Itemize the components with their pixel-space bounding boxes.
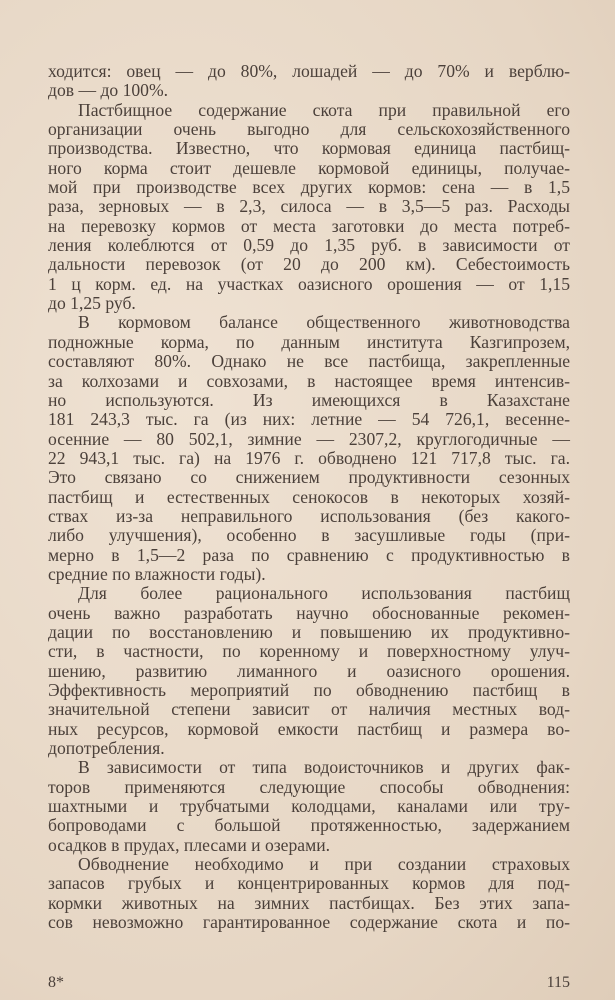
text-line: значительной степени зависит от наличия местных вод- <box>48 699 570 720</box>
text-line: средние по влажности годы). <box>48 563 266 584</box>
page-body-text <box>48 62 570 932</box>
paragraph <box>48 758 570 855</box>
text-line: либо улучшения), особенно в засушливые годы (при- <box>48 525 570 546</box>
text-line: раза, зерновых — в 2,3, силоса — в 3,5—5 раз. Расходы <box>48 196 570 217</box>
text-line: но используются. Из имеющихся в Казахстане <box>48 389 570 410</box>
page-footer <box>48 974 570 992</box>
text-line: шахтными и трубчатыми колодцами, каналами или тру- <box>48 796 570 817</box>
paragraph <box>48 101 570 314</box>
text-line: дов — до 100%. <box>48 80 169 101</box>
signature-mark: 8* <box>48 974 64 991</box>
paragraph <box>48 62 570 101</box>
text-line: бопроводами с большой протяженностью, задержанием <box>48 815 570 836</box>
text-line: 22 943,1 тыс. га) на 1976 г. обводнено 121 717,8 тыс. га. <box>48 447 570 468</box>
text-line: сти, в частности, по коренному и поверхностному улуч- <box>48 641 570 662</box>
text-line: подножные корма, по данным института Казгипрозем, <box>48 331 570 352</box>
text-line: дальности перевозок (от 20 до 200 км). Себестоимость <box>48 254 570 275</box>
text-line: Пастбищное содержание скота при правильной его <box>78 99 570 120</box>
text-line: мерно в 1,5—2 раза по сравнению с продуктивностью в <box>48 544 570 565</box>
text-line: Это связано со снижением продуктивности сезонных <box>48 467 570 488</box>
text-line: 181 243,3 тыс. га (из них: летние — 54 726,1, весенне- <box>48 409 570 430</box>
paragraph <box>48 313 570 584</box>
text-line: пастбищ и естественных сенокосов в некоторых хозяй- <box>48 486 570 507</box>
text-line: на перевозку кормов от места заготовки до места потреб- <box>48 215 570 236</box>
text-line: допотребления. <box>48 738 165 759</box>
text-line: ления колеблются от 0,59 до 1,35 руб. в зависимости от <box>48 235 570 256</box>
text-line: ного корма стоит дешевле кормовой единицы, получае- <box>48 157 570 178</box>
text-line: ходится: овец — до 80%, лошадей — до 70% и верблю- <box>48 61 570 81</box>
text-line: производства. Известно, что кормовая единица пастбищ- <box>48 138 570 159</box>
text-line: ствах из-за неправильного использования (без какого- <box>48 505 570 526</box>
text-line: организации очень выгодно для сельскохозяйственного <box>48 119 570 140</box>
text-line: запасов грубых и концентрированных кормов для под- <box>48 873 570 894</box>
text-line: В кормовом балансе общественного животноводства <box>78 312 570 333</box>
text-line: кормки животных на зимних пастбищах. Без этих запа- <box>48 892 570 913</box>
page-number: 115 <box>546 974 570 991</box>
text-line: 1 ц корм. ед. на участках оазисного орошения — от 1,15 <box>48 273 570 294</box>
text-line: шению, развитию лиманного и оазисного орошения. <box>48 660 570 681</box>
text-line: мой при производстве всех других кормов: сена — в 1,5 <box>48 177 570 198</box>
paragraph <box>48 584 570 758</box>
text-line: Для более рационального использования пастбищ <box>78 583 570 604</box>
text-line: ных ресурсов, кормовой емкости пастбищ и размера во- <box>48 718 570 739</box>
text-line: сов невозможно гарантированное содержание скота и по- <box>48 912 570 933</box>
text-line: осадков в прудах, плесами и озерами. <box>48 834 331 855</box>
text-line: до 1,25 руб. <box>48 293 136 314</box>
text-line: составляют 80%. Однако не все пастбища, закрепленные <box>48 351 570 372</box>
text-line: дации по восстановлению и повышению их продуктивно- <box>48 621 570 642</box>
text-line: В зависимости от типа водоисточников и других фак- <box>78 757 570 778</box>
text-line: Эффективность мероприятий по обводнению пастбищ в <box>48 680 570 700</box>
text-line: за колхозами и совхозами, в настоящее время интенсив- <box>48 370 570 391</box>
text-line: осенние — 80 502,1, зимние — 2307,2, круглогодичные — <box>48 428 570 449</box>
text-line: Обводнение необходимо и при создании страховых <box>78 854 570 875</box>
paragraph <box>48 855 570 932</box>
text-line: очень важно разработать научно обоснованные рекомен- <box>48 602 570 623</box>
text-line: торов применяются следующие способы обводнения: <box>48 776 570 797</box>
